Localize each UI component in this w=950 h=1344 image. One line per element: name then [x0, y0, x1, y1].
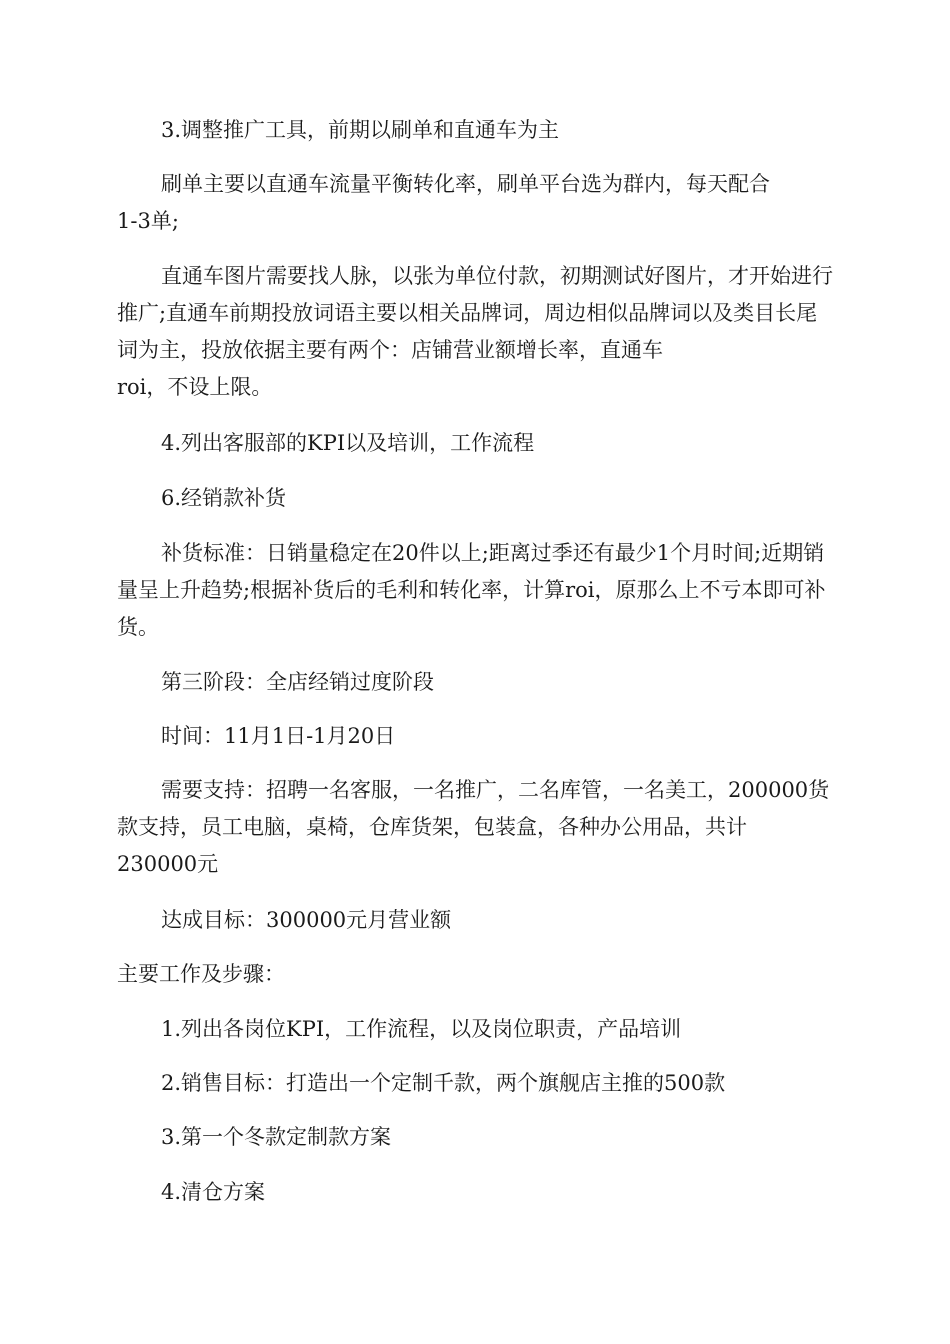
paragraph-main-steps-heading: 主要工作及步骤：: [117, 962, 285, 986]
paragraph-adjust-tools: 3.调整推广工具，前期以刷单和直通车为主: [161, 118, 560, 142]
paragraph-through-train-last: roi，不设上限。: [117, 375, 273, 399]
paragraph-support-needed-body: 需要支持：招聘一名客服，一名推广，二名库管，一名美工，200000货款支持，员工电脑，桌椅，仓库货架，包装盒，各种办公用品，共计: [117, 778, 830, 839]
paragraph-step-1: 1.列出各岗位KPI，工作流程，以及岗位职责，产品培训: [161, 1017, 682, 1041]
paragraph-time: 时间：11月1日-1月20日: [161, 724, 396, 748]
paragraph-target: 达成目标：300000元月营业额: [161, 908, 452, 932]
paragraph-restock-standard: 补货标准：日销量稳定在20件以上;距离过季还有最少1个月时间;近期销量呈上升趋势;根据补货后的毛利和转化率，计算roi，原那么上不亏本即可补货。: [117, 541, 826, 639]
paragraph-step-4: 4.清仓方案: [161, 1180, 266, 1204]
paragraph-brushing-orders: [117, 166, 837, 240]
paragraph-brushing-orders-line1: 刷单主要以直通车流量平衡转化率，刷单平台选为群内，每天配合: [161, 172, 770, 196]
paragraph-support-needed-last: 230000元: [117, 852, 219, 876]
paragraph-step-2: 2.销售目标：打造出一个定制千款，两个旗舰店主推的500款: [161, 1071, 726, 1095]
paragraph-support-needed: [117, 772, 837, 883]
paragraph-brushing-orders-line2: 1-3单;: [117, 209, 179, 233]
paragraph-restock: 6.经销款补货: [161, 486, 287, 510]
paragraph-through-train: [117, 258, 837, 406]
paragraph-phase-three: 第三阶段：全店经销过度阶段: [161, 670, 434, 694]
paragraph-through-train-body: 直通车图片需要找人脉，以张为单位付款，初期测试好图片，才开始进行推广;直通车前期投放词语主要以相关品牌词，周边相似品牌词以及类目长尾词为主，投放依据主要有两个：店铺营业额增长率，直通车: [117, 264, 833, 362]
paragraph-customer-service-kpi: 4.列出客服部的KPI以及培训，工作流程: [161, 431, 535, 455]
paragraph-step-3: 3.第一个冬款定制款方案: [161, 1125, 392, 1149]
